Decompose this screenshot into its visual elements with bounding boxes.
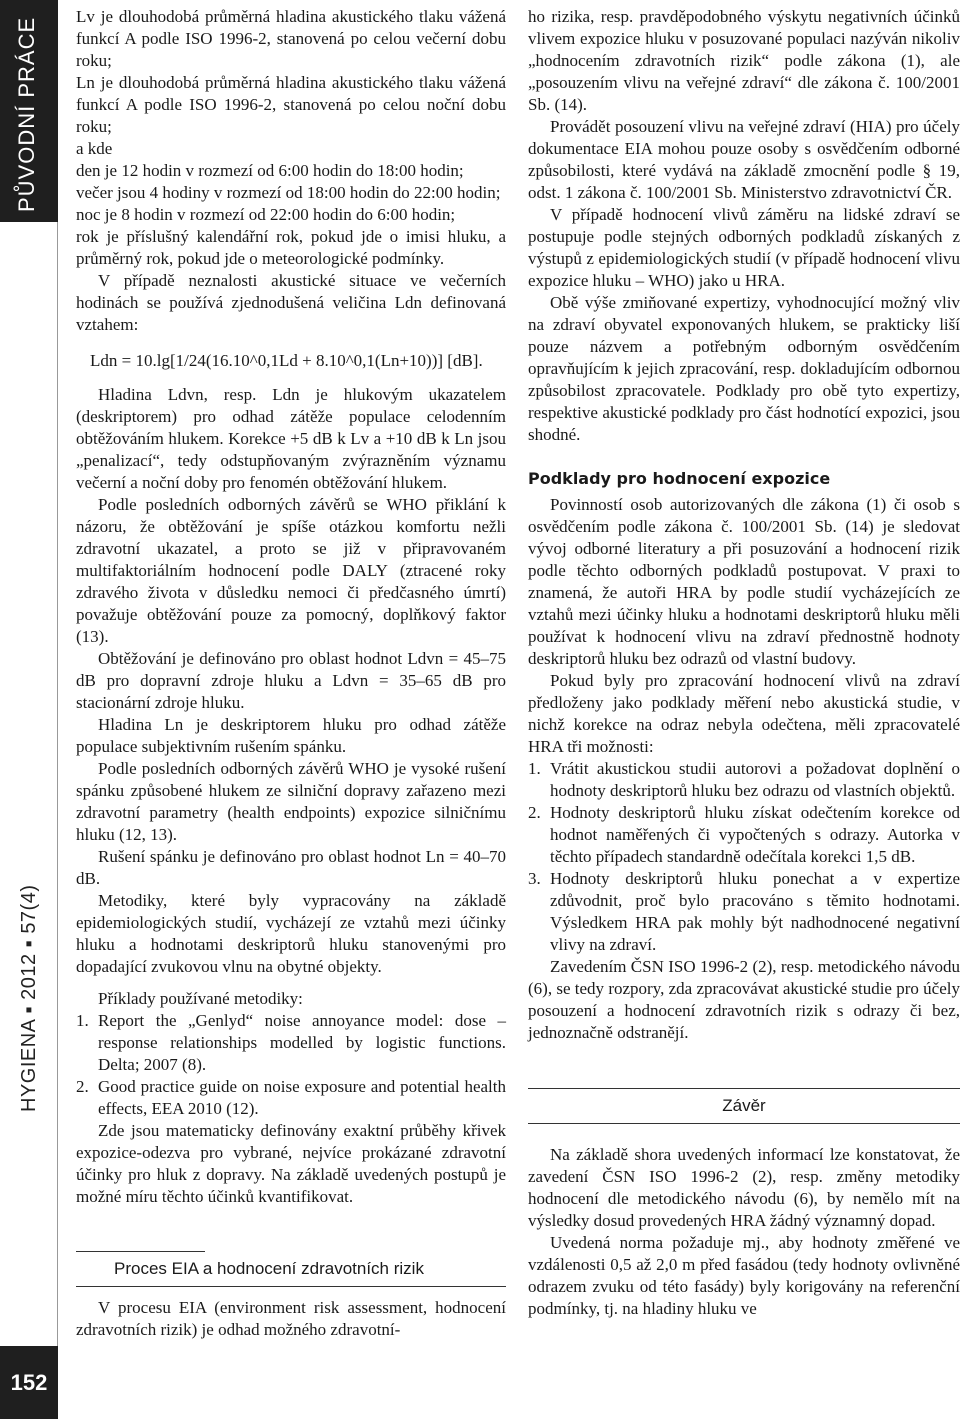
paragraph: Podle posledních odborných závěrů se WHO přiklání k názoru, že obtěžování je spíše otázkou komfortu nežli zdravotní ukazatel, a proto se již v připravovaném multifaktoriálním hodnocení podle DALY (ztracené roky zdravého života v důsledku nemoci či předčasného úmrtí) považuje obtěžování pouze za pomocný, doplňkový faktor (13). — [76, 495, 506, 646]
paragraph: rok je příslušný kalendářní rok, pokud jde o imisi hluku, a průměrný rok, pokud jde o meteorologické podmínky. — [76, 227, 506, 268]
list-number: 1. — [528, 759, 541, 778]
section-heading: Podklady pro hodnocení expozice — [528, 469, 831, 488]
list-number: 2. — [528, 803, 541, 822]
right-column — [528, 6, 960, 1320]
paragraph: Podle posledních odborných závěrů WHO je vysoké rušení spánku způsobené hlukem ze silniční dopravy zařazeno mezi zdravotní parametry (health endpoints) expozice silničnímu hluku (12, 13). — [76, 759, 506, 844]
paragraph: Zde jsou matematicky definovány exaktní průběhy křivek expozice-odezva pro vybrané, nejvíce prokázané zdravotní účinky pro hluk z dopravy. Na základě uvedených postupů je možné míru těchto účinků kvantifikovat. — [76, 1121, 506, 1206]
list-text: Hodnoty deskriptorů hluku ponechat a v expertize zdůvodnit, proč bylo pracováno s těmito hodnotami. Výsledkem HRA pak mohly být nadhodnocené negativní vlivy na zdraví. — [550, 869, 960, 954]
paragraph: Zavedením ČSN ISO 1996-2 (2), resp. metodického návodu (6), se tedy rozpory, zda zpracovávat akustické studie pro účely posouzení a hodnocení zdravotních rizik s odrazy či bez, jednoznačně odstranějí. — [528, 957, 960, 1042]
list-item — [76, 1010, 506, 1076]
paragraph: Obě výše zmiňované expertizy, vyhodnocující možný vliv na zdraví obyvatel exponovaných hlukem, se prakticky liší pouze názvem a potřebným odborným osvědčením opravňujícím k jejich zpracování, resp. dokladujícím odbornou způsobilost zpracovatele. Podklady pro obě tyto expertizy, respektive akustické podklady pro část hodnotící expozici, jsou shodné. — [528, 293, 960, 444]
paragraph: večer jsou 4 hodiny v rozmezí od 18:00 hodin do 22:00 hodin; — [76, 183, 501, 202]
section-label: PŮVODNÍ PRÁCE — [14, 16, 39, 212]
formula: Ldn = 10.lg[1/24(16.10^0,1Ld + 8.10^0,1(Ln+10))] [dB]. — [90, 351, 483, 370]
paragraph: Hladina Ldvn, resp. Ldn je hlukovým ukazatelem (deskriptorem) pro odhad zátěže populace celodenním obtěžováním hlukem. Korekce +5 dB k Lv a +10 dB k Ln jsou „penalizací“, tedy odstupňovaným zvýrazněním významu večerní a noční doby pro fenomén obtěžování hlukem. — [76, 385, 506, 492]
options-list — [528, 758, 960, 956]
paragraph: ho rizika, resp. pravděpodobného výskytu negativních účinků vlivem expozice hluku v posuzované populaci nazýván nikoliv „hodnocením zdravotních rizik“ podle zákona (1), ale „posouzením vlivu na veřejné zdraví“ dle zákona č. 100/2001 Sb. (14). — [528, 7, 960, 114]
list-text: Hodnoty deskriptorů hluku získat odečtením korekce od hodnot naměřených či vypočtených s odrazy. Autorka v těchto případech standardně odečítala korekci 1,5 dB. — [550, 803, 960, 866]
list-text: Report the „Genlyd“ noise annoyance model: dose – response relationships modelled by logistic functions. Delta; 2007 (8). — [98, 1011, 506, 1074]
section-heading: Proces EIA a hodnocení zdravotních rizik — [76, 1252, 506, 1287]
list-item — [76, 1076, 506, 1120]
paragraph: Lv je dlouhodobá průměrná hladina akustického tlaku vážená funkcí A podle ISO 1996-2, stanovená po celou večerní dobu roku; — [76, 7, 506, 70]
section-heading: Závěr — [528, 1088, 960, 1124]
paragraph: V procesu EIA (environment risk assessment, hodnocení zdravotních rizik) je odhad možného zdravotní- — [76, 1298, 506, 1339]
paragraph: den je 12 hodin v rozmezí od 6:00 hodin do 18:00 hodin; — [76, 161, 464, 180]
paragraph: V případě neznalosti akustické situace ve večerních hodinách se používá zjednodušená veličina Ldn definovaná vztahem: — [76, 271, 506, 334]
list-number: 1. — [76, 1011, 89, 1030]
sidebar-rule — [57, 222, 58, 1419]
paragraph: Povinností osob autorizovaných dle zákona (1) či osob s osvědčením podle zákona č. 100/2001 Sb. (14) je sledovat vývoj odborné literatury a při posuzování a hodnocení rizik podle těchto odborných podkladů postupovat. V praxi to znamená, že autoři HRA by podle studií vycházejících ze vztahů mezi účinky hluku a hodnotami deskriptorů hluku měli používat k hodnocení vlivu na zdraví přednostně hodnoty deskriptorů hluku bez odrazů od vlastní budovy. — [528, 495, 960, 668]
list-number: 3. — [528, 869, 541, 888]
paragraph: Hladina Ln je deskriptorem hluku pro odhad zátěže populace subjektivním rušením spánku. — [76, 715, 506, 756]
page-number: 152 — [0, 1346, 58, 1419]
left-column — [76, 6, 506, 1341]
paragraph: Pokud byly pro zpracování hodnocení vlivů na zdraví předloženy jako podklady měření nebo akustická studie, v nichž korekce na odraz nebyla odečtena, měli zpracovatelé HRA tři možnosti: — [528, 671, 960, 756]
paragraph: Rušení spánku je definováno pro oblast hodnot Ln = 40–70 dB. — [76, 847, 506, 888]
paragraph: noc je 8 hodin v rozmezí od 22:00 hodin do 6:00 hodin; — [76, 205, 456, 224]
methods-list — [76, 1010, 506, 1120]
journal-label: HYGIENA ▪ 2012 ▪ 57(4) — [18, 884, 40, 1112]
sidebar — [0, 0, 58, 1419]
paragraph: Ln je dlouhodobá průměrná hladina akustického tlaku vážená funkcí A podle ISO 1996-2, stanovená po celou noční dobu roku; — [76, 73, 506, 136]
paragraph: a kde — [76, 139, 113, 158]
list-item — [528, 868, 960, 956]
list-item — [528, 758, 960, 802]
list-text: Good practice guide on noise exposure and potential health effects, EEA 2010 (12). — [98, 1077, 506, 1118]
paragraph: Příklady používané metodiky: — [98, 989, 303, 1008]
paragraph: V případě hodnocení vlivů záměru na lidské zdraví se postupuje podle stejných odborných podkladů získaných z výstupů z epidemiologických studií (v případě hodnocení vlivu expozice hluku – WHO) jako u HRA. — [528, 205, 960, 290]
paragraph: Provádět posouzení vlivu na veřejné zdraví (HIA) pro účely dokumentace EIA mohou pouze osoby s osvědčením odborné způsobilosti, které vydává na základě zmocnění podle § 19, odst. 1 zákona č. 100/2001 Sb. Ministerstvo zdravotnictví ČR. — [528, 117, 960, 202]
paragraph: Metodiky, které byly vypracovány na základě epidemiologických studií, vycházejí ze vztahů mezi účinky hluku a hodnotami deskriptorů hluku stanovenými pro dopadající zvukovou vlnu na obytné objekty. — [76, 891, 506, 976]
paragraph: Obtěžování je definováno pro oblast hodnot Ldvn = 45–75 dB pro dopravní zdroje hluku a Ldvn = 35–65 dB pro stacionární zdroje hluku. — [76, 649, 506, 712]
list-text: Vrátit akustickou studii autorovi a požadovat doplnění o hodnoty deskriptorů hluku bez odrazu od vlastních objektů. — [550, 759, 960, 800]
list-number: 2. — [76, 1077, 89, 1096]
list-item — [528, 802, 960, 868]
paragraph: Uvedená norma požaduje mj., aby hodnoty změřené ve vzdálenosti 0,5 až 2,0 m před fasádou (tedy hodnoty ovlivněné odrazem zvuku od této fasády) byly korigovány na referenční podmínky, tj. na hladiny hluku ve — [528, 1233, 960, 1318]
paragraph: Na základě shora uvedených informací lze konstatovat, že zavedení ČSN ISO 1996-2 (2), resp. změny metodiky hodnocení dle metodického návodu (6), by nemělo mít na výsledky dosud provedených HRA žádný významný dopad. — [528, 1145, 960, 1230]
